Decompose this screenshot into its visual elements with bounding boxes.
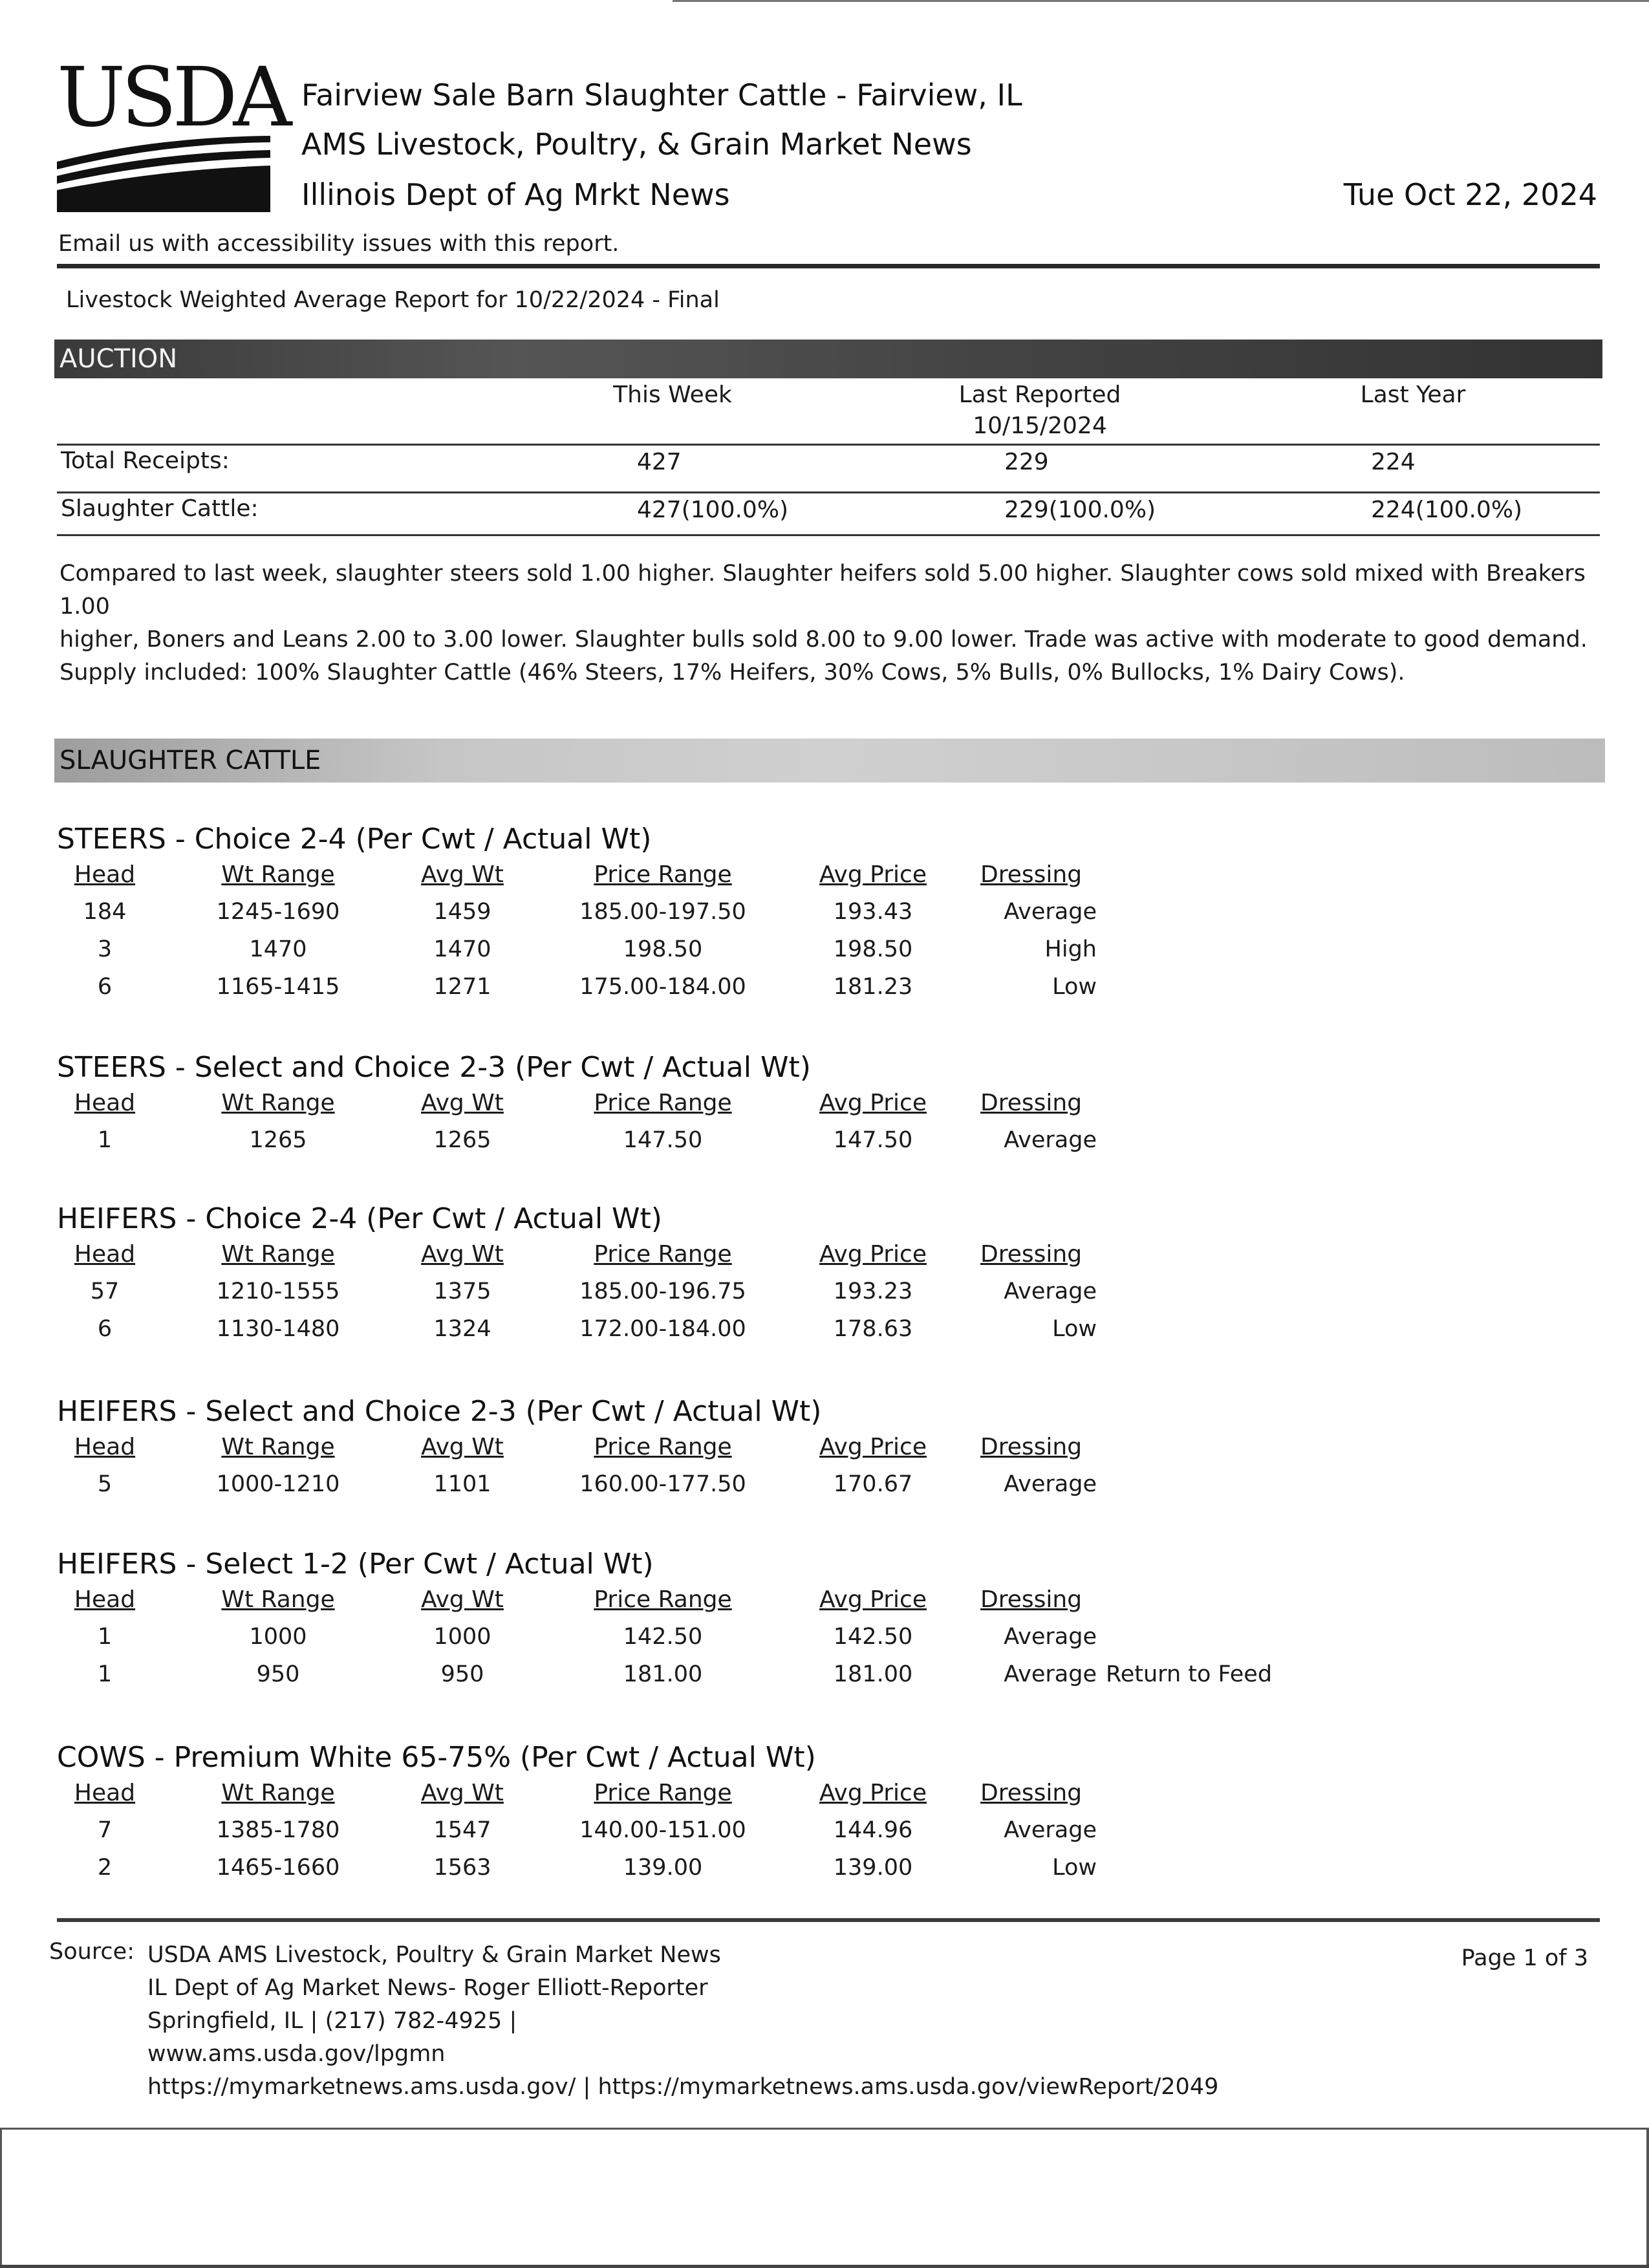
wt-range: 1210-1555 [216, 1279, 340, 1304]
dressing: Average [1004, 899, 1097, 925]
price-range: 140.00-151.00 [579, 1817, 746, 1843]
auction-slaughter-last-year: 224(100.0%) [1371, 497, 1523, 523]
column-header-col-head: Head [74, 1241, 136, 1268]
column-header-col-price-range: Price Range [594, 1780, 732, 1806]
head-count: 2 [97, 1855, 113, 1881]
column-header-col-wt-range: Wt Range [221, 861, 335, 888]
column-header-col-avg-wt: Avg Wt [421, 1090, 504, 1116]
page-bottom-divider [0, 2128, 1649, 2130]
avg-wt: 1271 [433, 974, 491, 1000]
footer-source [147, 1939, 1218, 2104]
dressing: Average [1004, 1279, 1097, 1304]
column-header-col-avg-wt: Avg Wt [421, 1241, 504, 1268]
footer-link[interactable]: www.ams.usda.gov/lpgmn [147, 2041, 446, 2067]
column-header-col-avg-price: Avg Price [819, 1780, 927, 1806]
avg-wt: 1470 [433, 936, 491, 962]
auction-col-last-year: Last Year [1360, 382, 1466, 408]
column-header-col-dressing: Dressing [980, 1090, 1083, 1116]
price-range: 139.00 [623, 1855, 703, 1881]
wt-range: 1130-1480 [216, 1316, 340, 1342]
column-header-col-price-range: Price Range [594, 1586, 732, 1613]
column-header-col-avg-price: Avg Price [819, 1241, 927, 1268]
column-header-col-price-range: Price Range [594, 1241, 732, 1268]
footer-source-line: USDA AMS Livestock, Poultry & Grain Market News [147, 1942, 721, 1968]
price-range: 181.00 [623, 1661, 703, 1687]
scan-right-edge [1646, 2128, 1649, 2268]
wt-range: 1265 [249, 1127, 307, 1153]
section-title: COWS - Premium White 65-75% (Per Cwt / Actual Wt) [57, 1741, 816, 1774]
auction-last-reported-date: 10/15/2024 [973, 413, 1107, 439]
section-title: HEIFERS - Select and Choice 2-3 (Per Cwt / Actual Wt) [57, 1395, 822, 1428]
dressing: Average [1004, 1471, 1097, 1497]
auction-total-this-week: 427 [637, 449, 682, 475]
avg-wt: 1324 [433, 1316, 491, 1342]
wt-range: 1000 [249, 1624, 307, 1650]
avg-price: 178.63 [833, 1316, 913, 1342]
dressing: Average [1004, 1624, 1097, 1650]
dressing: Average [1004, 1127, 1097, 1153]
column-header-col-avg-price: Avg Price [819, 1090, 927, 1116]
scan-left-edge [0, 2128, 2, 2268]
avg-wt: 1265 [433, 1127, 491, 1153]
auction-col-last-reported: Last Reported [958, 382, 1121, 408]
auction-total-last-year: 224 [1371, 449, 1416, 475]
column-header-col-dressing: Dressing [980, 1586, 1083, 1613]
avg-price: 181.23 [833, 974, 913, 1000]
report-name: Fairview Sale Barn Slaughter Cattle - Fairview, IL [301, 78, 1022, 113]
head-count: 1 [97, 1624, 113, 1650]
wt-range: 1465-1660 [216, 1855, 340, 1881]
column-header-col-wt-range: Wt Range [221, 1090, 335, 1116]
footer-source-line: IL Dept of Ag Market News- Roger Elliott-Reporter [147, 1975, 708, 2001]
column-header-col-avg-wt: Avg Wt [421, 861, 504, 888]
avg-price: 170.67 [833, 1471, 913, 1497]
avg-wt: 950 [440, 1661, 484, 1687]
column-header-col-head: Head [74, 1434, 136, 1460]
avg-price: 147.50 [833, 1127, 913, 1153]
summary-line: Compared to last week, slaughter steers sold 1.00 higher. Slaughter heifers sold 5.00 higher. Slaughter cows sold mixed with Breakers 1.00 [59, 561, 1586, 620]
auction-col-this-week: This Week [613, 382, 732, 408]
column-header-col-dressing: Dressing [980, 861, 1083, 888]
dressing: Average [1004, 1661, 1097, 1687]
footer-links[interactable]: https://mymarketnews.ams.usda.gov/ | https://mymarketnews.ams.usda.gov/viewReport/2049 [147, 2074, 1219, 2100]
footer-divider [57, 1918, 1600, 1922]
head-count: 3 [97, 936, 113, 962]
column-header-col-head: Head [74, 1586, 136, 1613]
avg-price: 181.00 [833, 1661, 913, 1687]
usda-logo-wordmark: USDA [57, 50, 288, 145]
avg-wt: 1563 [433, 1855, 491, 1881]
avg-price: 144.96 [833, 1817, 913, 1843]
column-header-col-head: Head [74, 1780, 136, 1806]
scan-top-line [673, 0, 1649, 2]
column-header-col-dressing: Dressing [980, 1241, 1083, 1268]
column-header-col-wt-range: Wt Range [221, 1434, 335, 1460]
wt-range: 1470 [249, 936, 307, 962]
section-title: HEIFERS - Select 1-2 (Per Cwt / Actual Wt) [57, 1548, 654, 1581]
slaughter-cattle-section-bar [54, 739, 1605, 783]
column-header-col-dressing: Dressing [980, 1780, 1083, 1806]
column-header-col-wt-range: Wt Range [221, 1241, 335, 1268]
page-number: Page 1 of 3 [1461, 1945, 1588, 1971]
dressing: Average [1004, 1817, 1097, 1843]
slaughter-bar-label: SLAUGHTER CATTLE [59, 746, 321, 775]
column-header-col-avg-wt: Avg Wt [421, 1434, 504, 1460]
head-count: 7 [97, 1817, 113, 1843]
avg-wt: 1375 [433, 1279, 491, 1304]
column-header-col-wt-range: Wt Range [221, 1780, 335, 1806]
auction-row-rule [57, 491, 1600, 493]
usda-logo [57, 50, 288, 212]
wt-range: 1165-1415 [216, 974, 340, 1000]
column-header-col-wt-range: Wt Range [221, 1586, 335, 1613]
column-header-col-price-range: Price Range [594, 1090, 732, 1116]
column-header-col-avg-wt: Avg Wt [421, 1780, 504, 1806]
column-header-col-dressing: Dressing [980, 1434, 1083, 1460]
avg-price: 139.00 [833, 1855, 913, 1881]
auction-header-rule [57, 444, 1600, 446]
avg-wt: 1000 [433, 1624, 491, 1650]
dressing: High [1044, 936, 1097, 962]
column-header-col-avg-price: Avg Price [819, 1434, 927, 1460]
price-range: 147.50 [623, 1127, 703, 1153]
head-count: 1 [97, 1661, 113, 1687]
price-range: 175.00-184.00 [579, 974, 746, 1000]
auction-slaughter-last-reported: 229(100.0%) [1004, 497, 1156, 523]
agency-name: AMS Livestock, Poultry, & Grain Market News [301, 127, 972, 162]
head-count: 1 [97, 1127, 113, 1153]
price-range: 198.50 [623, 936, 703, 962]
auction-row-label: Slaughter Cattle: [61, 495, 259, 522]
column-header-col-avg-price: Avg Price [819, 861, 927, 888]
auction-bar-label: AUCTION [59, 344, 178, 374]
header-divider [57, 264, 1600, 268]
price-range: 160.00-177.50 [579, 1471, 746, 1497]
avg-price: 198.50 [833, 936, 913, 962]
dressing: Low [1052, 1316, 1097, 1342]
section-title: HEIFERS - Choice 2-4 (Per Cwt / Actual Wt) [57, 1202, 662, 1235]
auction-total-last-reported: 229 [1004, 449, 1049, 475]
head-count: 57 [90, 1279, 120, 1304]
avg-wt: 1459 [433, 899, 491, 925]
column-header-col-head: Head [74, 861, 136, 888]
head-count: 6 [97, 974, 113, 1000]
avg-wt: 1547 [433, 1817, 491, 1843]
head-count: 6 [97, 1316, 113, 1342]
wt-range: 1385-1780 [216, 1817, 340, 1843]
office-name: Illinois Dept of Ag Mrkt News [301, 177, 730, 212]
report-title: Livestock Weighted Average Report for 10/22/2024 - Final [66, 287, 720, 313]
report-date: Tue Oct 22, 2024 [1343, 177, 1597, 212]
market-summary [59, 557, 1611, 689]
usda-logo-field-stripes [57, 133, 270, 212]
price-range: 185.00-197.50 [579, 899, 746, 925]
wt-range: 950 [256, 1661, 300, 1687]
price-range: 142.50 [623, 1624, 703, 1650]
head-count: 5 [97, 1471, 113, 1497]
auction-slaughter-this-week: 427(100.0%) [637, 497, 789, 523]
scan-bottom-edge [0, 2265, 1649, 2268]
auction-row-label: Total Receipts: [61, 448, 230, 474]
accessibility-link[interactable]: Email us with accessibility issues with this report. [58, 231, 620, 257]
avg-price: 193.23 [833, 1279, 913, 1304]
row-note: Return to Feed [1106, 1661, 1273, 1687]
footer-source-label: Source: [49, 1939, 135, 1965]
wt-range: 1245-1690 [216, 899, 340, 925]
column-header-col-head: Head [74, 1090, 136, 1116]
avg-wt: 1101 [433, 1471, 491, 1497]
avg-price: 142.50 [833, 1624, 913, 1650]
auction-section-bar [54, 340, 1602, 378]
footer-source-line: Springfield, IL | (217) 782-4925 | [147, 2008, 517, 2034]
section-title: STEERS - Select and Choice 2-3 (Per Cwt / Actual Wt) [57, 1051, 811, 1084]
summary-line: Supply included: 100% Slaughter Cattle (46% Steers, 17% Heifers, 30% Cows, 5% Bulls, 0% Bullocks, 1% Dairy Cows). [59, 660, 1405, 686]
column-header-col-price-range: Price Range [594, 1434, 732, 1460]
column-header-col-price-range: Price Range [594, 861, 732, 888]
wt-range: 1000-1210 [216, 1471, 340, 1497]
head-count: 184 [83, 899, 127, 925]
price-range: 172.00-184.00 [579, 1316, 746, 1342]
avg-price: 193.43 [833, 899, 913, 925]
summary-line: higher, Boners and Leans 2.00 to 3.00 lower. Slaughter bulls sold 8.00 to 9.00 lower. Trade was active with moderate to good demand. [59, 627, 1588, 653]
section-title: STEERS - Choice 2-4 (Per Cwt / Actual Wt) [57, 823, 652, 856]
column-header-col-avg-price: Avg Price [819, 1586, 927, 1613]
dressing: Low [1052, 974, 1097, 1000]
dressing: Low [1052, 1855, 1097, 1881]
column-header-col-avg-wt: Avg Wt [421, 1586, 504, 1613]
auction-bottom-rule [57, 534, 1600, 536]
price-range: 185.00-196.75 [579, 1279, 746, 1304]
